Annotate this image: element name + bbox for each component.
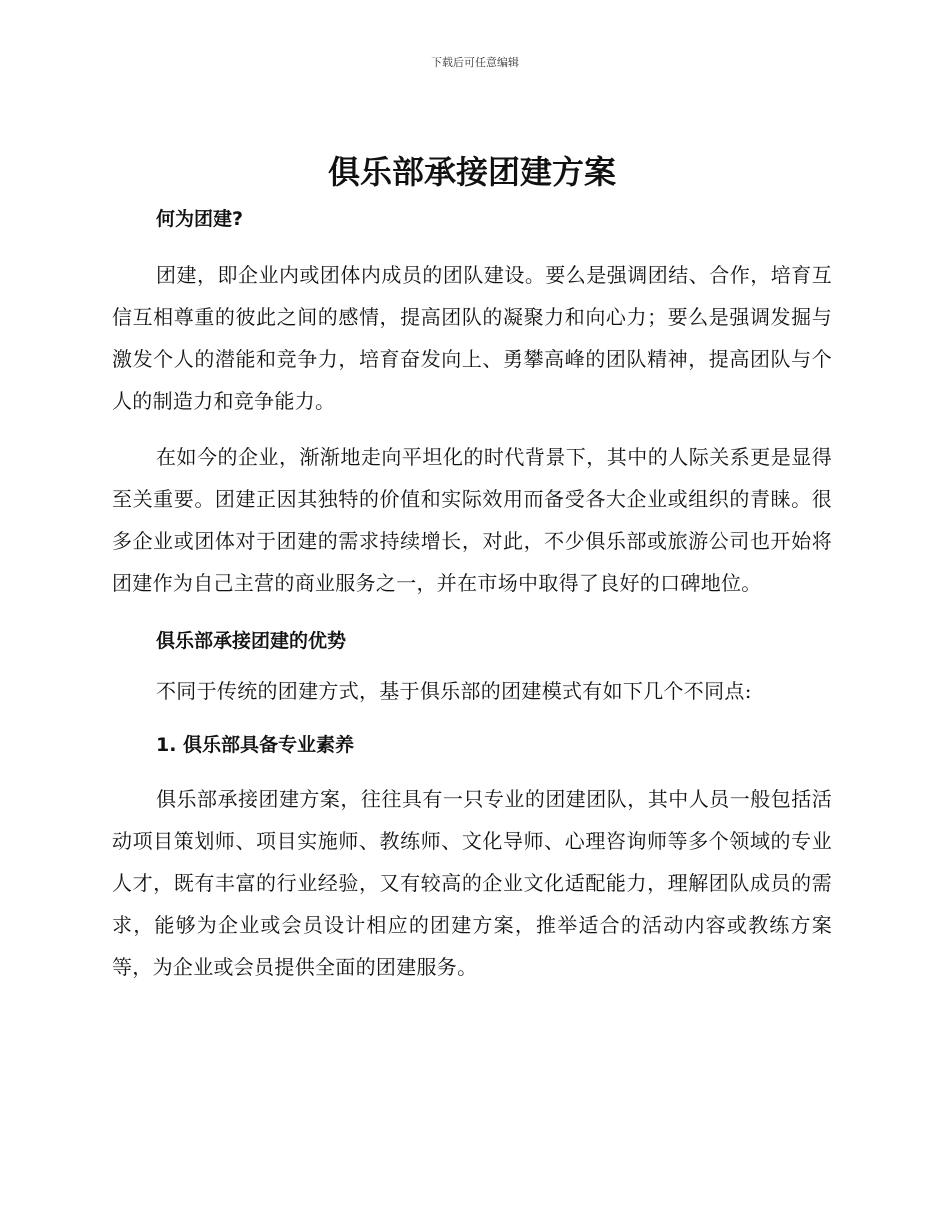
document-title: 俱乐部承接团建方案 bbox=[327, 153, 616, 191]
section-heading-professional: 1. 俱乐部具备专业素养 bbox=[156, 734, 355, 756]
paragraph-advantages-intro: 不同于传统的团建方式，基于俱乐部的团建模式有如下几个不同点: bbox=[156, 679, 752, 703]
section-heading-advantages: 俱乐部承接团建的优势 bbox=[156, 630, 347, 652]
paragraph-definition: 团建，即企业内或团体内成员的团队建设。要么是强调团结、合作，培育互信互相尊重的彼此之间的感情，提高团队的凝聚力和向心力；要么是强调发掘与激发个人的潜能和竞争力，培育奋发向上、勇攀高峰的团队精神，提高团队与个人的制造力和竞争能力。 bbox=[112, 263, 832, 413]
section-heading-what-is-team-building: 何为团建? bbox=[156, 208, 244, 230]
page-header-note: 下载后可任意编辑 bbox=[431, 56, 519, 69]
document-body bbox=[112, 150, 832, 1002]
paragraph-background: 在如今的企业，渐渐地走向平坦化的时代背景下，其中的人际关系更是显得至关重要。团建正因其独特的价值和实际效用而备受各大企业或组织的青睐。很多企业或团体对于团建的需求持续增长，对此，不少俱乐部或旅游公司也开始将团建作为自己主营的商业服务之一，并在市场中取得了良好的口碑地位。 bbox=[112, 445, 832, 595]
paragraph-professional: 俱乐部承接团建方案，往往具有一只专业的团建团队，其中人员一般包括活动项目策划师、项目实施师、教练师、文化导师、心理咨询师等多个领域的专业人才，既有丰富的行业经验，又有较高的企业文化适配能力，理解团队成员的需求，能够为企业或会员设计相应的团建方案，推举适合的活动内容或教练方案等，为企业或会员提供全面的团建服务。 bbox=[112, 787, 832, 979]
